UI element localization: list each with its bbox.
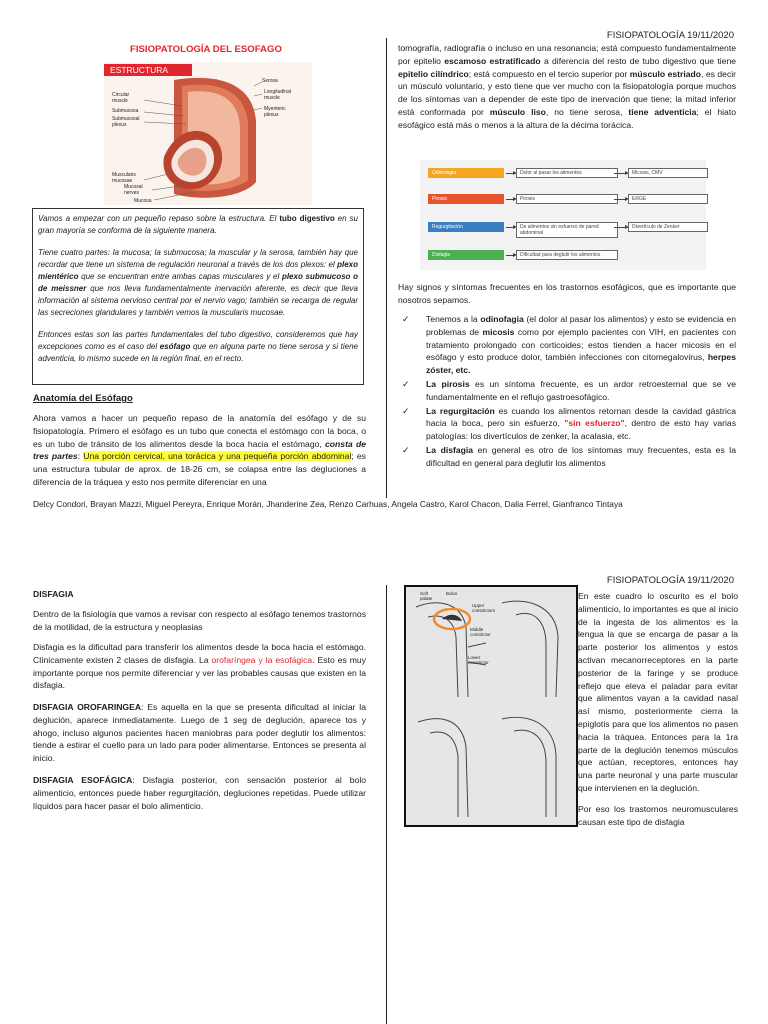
symptoms-checklist	[402, 313, 736, 471]
list-item-odinofagia: ✓ Tenemos a la odinofagia (el dolor al pasar los alimentos) y esto se evidencia en problemas de micosis como por ejemplo pacientes con VIH, en pacientes con tratamiento prolongado con corticoides; estos tienden a hacer micosis en el esófago y esto produce dolor, también infecciones con citomegalovirus, herpes zóster, etc.	[402, 314, 736, 376]
callout-myenteric-plexus: Myenteric plexus	[264, 106, 286, 118]
figure-label-upper-constrictors: Upper constrictors	[472, 603, 496, 613]
symptoms-flow-diagram	[420, 160, 706, 270]
disfagia-paragraph-1: Dentro de la fisiología que vamos a revisar con respecto al esófago tenemos trastornos de la motilidad, de la estructura y neoplasias	[33, 609, 366, 632]
intro-paragraph-1: Vamos a empezar con un pequeño repaso sobre la estructura. El tubo digestivo en su gran mayoría se conforma de la siguiente manera.	[38, 214, 358, 235]
deglutition-sketch	[406, 587, 576, 825]
figure-label-lower-constrictor: Lower constrictor	[468, 655, 489, 665]
flow-right-odinofagia: Micosis, CMV	[628, 168, 708, 178]
flow-mid-pirosis: Pirosis	[516, 194, 618, 204]
flow-mid-disfagia: Dificultad para deglutir los alimentos	[516, 250, 618, 260]
right-column-paragraph: tomografía, radiografía o incluso en una resonancia; está compuesto fundamentalmente por epitelio escamoso estratificado a diferencia del resto de tubo digestivo que tiene epitelio cilíndrico; está compuesto en el tercio superior por músculo estriado, es decir un músculo voluntario, y esto tiene que ver mucho con la fisiopatología porque muchos de los síntomas van a depender de este tipo de inervación que tiene; la mitad inferior está conformada por músculo liso, no tiene serosa, tiene adventicia; el hiato esofágico está más o menos a la altura de la décima torácica.	[398, 43, 737, 130]
check-icon: ✓	[402, 405, 410, 416]
figure-label-soft-palate: Soft palate	[420, 591, 433, 601]
flow-row-pirosis	[428, 194, 708, 206]
check-icon: ✓	[402, 378, 410, 389]
check-icon: ✓	[402, 444, 410, 455]
flow-left-regurgitacion: Regurgitación	[428, 222, 504, 232]
flow-mid-odinofagia: Dolor al pasar los alimentos	[516, 168, 618, 178]
list-item-pirosis: ✓ La pirosis es un síntoma frecuente, es un ardor retroesternal que se ve fundamentalmente en el reflujo gastroesofágico.	[402, 378, 737, 402]
page1-header: FISIOPATOLOGÍA 19/11/2020	[606, 30, 734, 41]
callout-serosa: Serosa	[262, 78, 278, 84]
page1-column-divider	[386, 38, 387, 498]
authors-line: Delcy Condori, Brayan Mazzi, Miguel Pereyra, Enrique Morán, Jhanderine Zea, Renzo Carhuas, Angela Castro, Karol Chacon, Dalia Ferrel, Gianfranco Tintaya	[33, 499, 623, 509]
flow-left-odinofagia: Odinofagia	[428, 168, 504, 178]
callout-mucosal-nerves: Mucosal nerves	[124, 184, 143, 196]
list-item-disfagia: ✓ La disfagia en general es otro de los síntomas muy frecuentes, esta es la dificultad en general para deglutir los alimentos	[402, 444, 736, 468]
callout-muscularis-mucosae: Muscularis mucosae	[112, 172, 136, 184]
disfagia-esofagica-paragraph: DISFAGIA ESOFÁGICA: Disfagia posterior, con sensación posterior al bolo alimenticio, entonces puede haber regurgitación, degluciones repetidas. Puede utilizar líquidos para hacer pasar el bolo alimenticio.	[33, 775, 367, 811]
figure-label-middle-constrictor: Middle constrictor	[470, 627, 491, 637]
callout-submucosa: Submucosa	[112, 108, 139, 114]
check-icon: ✓	[402, 314, 410, 324]
flow-row-odinofagia	[428, 168, 708, 180]
flow-row-disfagia	[428, 250, 708, 262]
anatomy-heading: Anatomía del Esófago	[33, 393, 133, 404]
signs-intro-text: Hay signos y síntomas frecuentes en los trastornos esofágicos, que es importante que nosotros sepamos.	[398, 282, 736, 305]
disfagia-orofaringea-paragraph: DISFAGIA OROFARINGEA: Es aquella en la que se presenta dificultad al iniciar la deglución, aparece inmediatamente. Luego de 1 seg de deglución, aparece tos y ahogo, incluso algunos pacientes hacen maniobras para poder deglutir los alimentos: tiende a estirar el cuello para un lado para poder alimentarse. Entonces se presenta al inicio.	[33, 702, 366, 764]
callout-mucosa: Mucosa	[134, 198, 152, 204]
intro-structure-box	[32, 208, 364, 385]
flow-right-regurgitacion: Divertículo de Zenker	[628, 222, 708, 232]
disfagia-heading: DISFAGIA	[33, 589, 74, 599]
flow-row-regurgitacion	[428, 222, 708, 234]
page2-header: FISIOPATOLOGÍA 19/11/2020	[606, 575, 734, 586]
deglutition-figure	[404, 585, 578, 827]
anatomy-paragraph: Ahora vamos a hacer un pequeño repaso de la anatomía del esófago y de su fisiopatología. Primero el esófago es un tubo que conecta el estómago con la boca, o es un tubo de tránsito de los alimentos desde la boca hacia el estómago, consta de tres partes: Una porción cervical, una torácica y una pequeña porción abdominal; es una estructura tubular de aprox. de 18-26 cm, se colapsa entre las degluciones a diferencia de la tráquea y esto nos permite diferenciar en una	[33, 413, 366, 487]
intro-paragraph-2: Tiene cuatro partes: la mucosa; la submucosa; la muscular y la serosa, también hay que recordar que tiene un sistema de regulación neuronal a través de los dos plexos: el plexo mientérico que se encuentran entre ambas capas musculares y el plexo submucoso o de meissner que nos lleva fundamentalmente inervación aferente, es decir que lleva información al sistema nervioso central por el nervio vago; también se recarga de regular las secreciones glandulares y también vemos la muscularis mucosae.	[38, 248, 358, 317]
page2-column-divider	[386, 585, 387, 1024]
disfagia-paragraph-2: Disfagia es la dificultad para transferir los alimentos desde la boca hacia el estómago. Clínicamente existen 2 clases de disfagia. La orofaríngea y la esofágica. Esto es muy importante porque nos permite diferenciar y ver las probables causas que existen en la disfagia.	[33, 642, 367, 691]
flow-left-pirosis: Pirosis	[428, 194, 504, 204]
callout-submucosal-plexus: Submucosal plexus	[112, 116, 140, 128]
callout-circular-muscle: Circular muscle	[112, 92, 130, 104]
callout-longitudinal-muscle: Longitudinal muscle	[264, 89, 291, 101]
page1-title: FISIOPATOLOGÍA DEL ESOFAGO	[130, 44, 282, 55]
flow-right-pirosis: ERGE	[628, 194, 708, 204]
list-item-regurgitacion: ✓ La regurgitación es cuando los alimentos retornan desde la cavidad gástrica hacia la boca, pero sin esfuerzo, "sin esfuerzo", dentro de esto hay varias patologías: los divertículos de zenker, la acalasia, etc.	[402, 405, 736, 442]
flow-mid-regurgitacion: De alimentos sin esfuerzo de pared abdominal	[516, 222, 618, 238]
flow-left-disfagia: Disfagia	[428, 250, 504, 260]
figure-label-bolus: Bolus	[446, 591, 458, 596]
figure-label-estructura: ESTRUCTURA	[104, 64, 192, 76]
deglutition-side-text: En este cuadro lo oscurito es el bolo alimenticio, lo importantes es que al inicio de la ingesta de los alimentos es la lengua la que se encarga de pasar a la parte posterior los alimentos y estos activan mecanorreceptores en la parte posterior de la faringe y se produce reflejo que eleva el paladar para evitar que alimentos vayan a la cavidad nasal así mismo, posteriormente cierra la epiglotis para que los alimentos no pasen hacia la tráquea. Entonces para la 1ra parte de la deglución tenemos músculos que actúan, receptores, entonces hay una parte neuronal y una parte muscular que intervienen en la deglución. Por eso los trastornos neuromusculares causan este tipo de disfagia	[578, 591, 738, 827]
intro-paragraph-3: Entonces estas son las partes fundamentales del tubo digestivo, consideremos que hay excepciones como es el caso del esófago que en alguna parte no tiene serosa y si tiene adventicia, lo mismo sucede en la región final, en el recto.	[38, 330, 358, 363]
esophagus-structure-figure	[104, 62, 312, 205]
